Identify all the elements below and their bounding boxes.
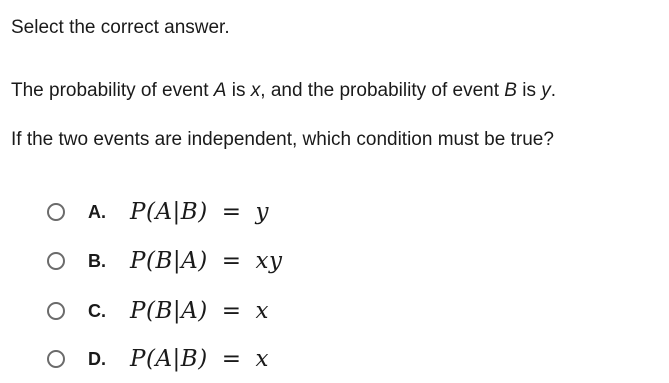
equals-sign: = [221, 199, 242, 225]
option-expression [130, 199, 269, 225]
event-a-variable: A [213, 80, 227, 101]
instruction-text: Select the correct answer. [11, 17, 230, 38]
equals-sign: = [221, 248, 242, 274]
expression-rhs: y [255, 199, 269, 225]
option-expression [130, 248, 282, 274]
event-b-variable: B [504, 80, 517, 101]
question-line-1 [11, 78, 556, 104]
expression-lhs: P(A|B) [130, 199, 208, 225]
question-text-part: is [516, 80, 542, 101]
option-expression [130, 298, 269, 324]
equals-sign: = [221, 346, 242, 372]
expression-lhs: P(A|B) [130, 346, 208, 372]
radio-button-icon[interactable] [47, 203, 65, 221]
expression-rhs: xy [255, 248, 283, 274]
variable-y: y [541, 80, 551, 101]
option-letter: C. [88, 300, 106, 321]
radio-button-icon[interactable] [47, 350, 65, 368]
expression-lhs: P(B|A) [130, 298, 208, 324]
option-a[interactable] [47, 195, 269, 229]
question-line-2: If the two events are independent, which condition must be true? [11, 129, 554, 150]
equals-sign: = [221, 298, 242, 324]
option-letter: D. [88, 348, 106, 369]
option-letter: A. [88, 201, 106, 222]
option-c[interactable] [47, 294, 269, 328]
expression-lhs: P(B|A) [130, 248, 208, 274]
radio-button-icon[interactable] [47, 302, 65, 320]
expression-rhs: x [255, 298, 269, 324]
option-letter: B. [88, 250, 106, 271]
question-text-part: is [226, 80, 251, 101]
question-text-part: , and the probability of event [260, 80, 505, 101]
question-text-part: The probability of event [11, 80, 214, 101]
option-d[interactable] [47, 342, 269, 376]
option-b[interactable] [47, 244, 282, 278]
expression-rhs: x [255, 346, 269, 372]
question-text-part: . [550, 80, 557, 101]
option-expression [130, 346, 269, 372]
variable-x: x [250, 80, 261, 101]
radio-button-icon[interactable] [47, 252, 65, 270]
